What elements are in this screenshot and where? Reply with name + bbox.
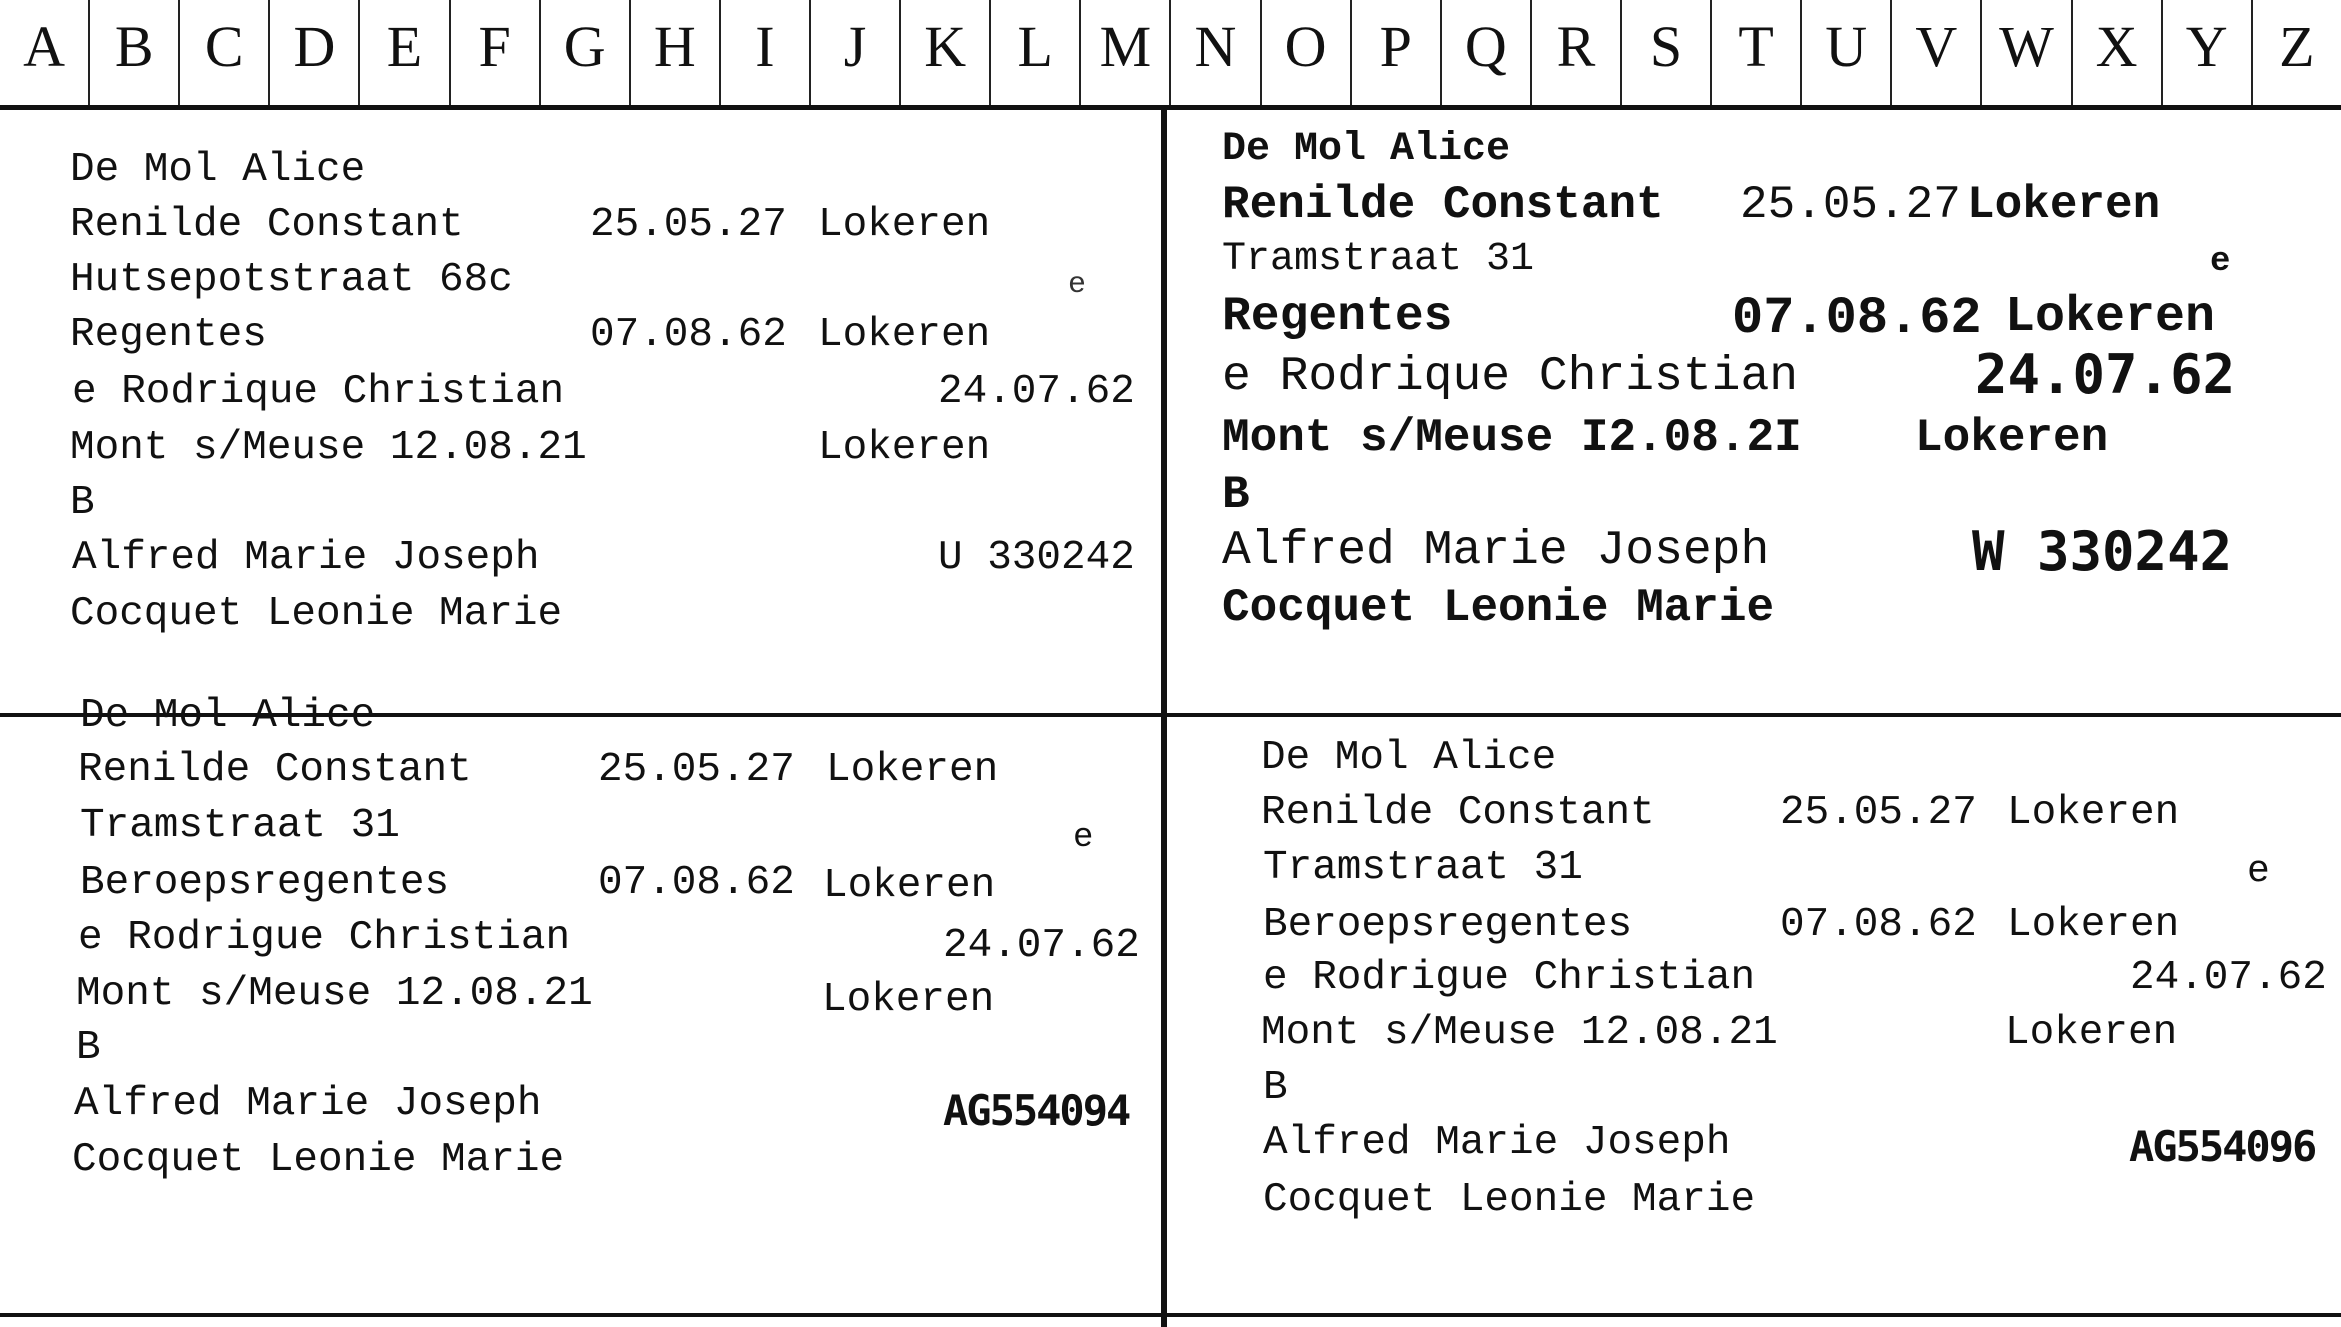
alphabet-tab-y: Y: [2163, 0, 2253, 105]
card-marital-mark: e: [2247, 850, 2270, 893]
alphabet-tab-g: G: [541, 0, 631, 105]
card-spouse-date: 24.07.62: [938, 369, 1135, 415]
card-nationality: B: [76, 1025, 101, 1071]
card-father: Alfred Marie Joseph: [1222, 524, 1770, 578]
card-father: Alfred Marie Joseph: [1263, 1120, 1731, 1166]
card-doc-number: AG554094: [943, 1086, 1130, 1135]
alphabet-tab-s: S: [1622, 0, 1712, 105]
card-profession: Regentes: [70, 312, 267, 358]
alphabet-tab-q: Q: [1442, 0, 1532, 105]
card-marital-mark: e: [2210, 243, 2231, 281]
card-nationality: B: [1263, 1065, 1288, 1111]
card-spouse: e Rodrique Christian: [72, 369, 565, 415]
card-spouse: e Rodrique Christian: [1222, 350, 1799, 404]
alphabet-tab-j: J: [811, 0, 901, 105]
card-spouse-place: Lokeren: [822, 977, 995, 1023]
card-birth-place: Lokeren: [826, 747, 999, 793]
alphabet-tab-z: Z: [2279, 14, 2315, 79]
card-given-names: Renilde Constant: [1222, 179, 1664, 231]
card-spouse-place: Lokeren: [1915, 412, 2109, 464]
card-profession: Beroepsregentes: [80, 860, 450, 906]
card-marital-mark: e: [1073, 819, 1094, 857]
alphabet-tab-x: X: [2073, 0, 2163, 105]
alphabet-tab-i: I: [721, 0, 811, 105]
card-spouse-date: 24.07.62: [2130, 955, 2327, 1001]
card-spouse: e Rodrigue Christian: [1263, 955, 1756, 1001]
card-surname: De Mol Alice: [70, 147, 366, 193]
card-profession-date: 07.08.62: [598, 860, 795, 906]
alphabet-tab-m: M: [1081, 0, 1171, 105]
card-mother: Cocquet Leonie Marie: [1263, 1177, 1756, 1223]
card-spouse-place: Lokeren: [818, 425, 991, 471]
alphabet-tab-b: B: [90, 0, 180, 105]
card-profession-date: 07.08.62: [1732, 289, 1982, 348]
card-given-names: Renilde Constant: [70, 202, 464, 248]
record-card-top-right: [1167, 110, 2341, 715]
card-address: Hutsepotstraat 68c: [70, 257, 513, 303]
card-profession: Regentes: [1222, 290, 1453, 344]
card-birth-date: 25.05.27: [598, 747, 795, 793]
alphabet-tab-w: W: [1982, 0, 2072, 105]
alphabet-tab-v: V: [1892, 0, 1982, 105]
card-doc-number: U 330242: [938, 535, 1135, 581]
card-nationality: B: [70, 480, 95, 526]
card-surname: De Mol Alice: [1222, 127, 1511, 172]
card-birth-place: Lokeren: [2007, 790, 2180, 836]
alphabet-tab-r: R: [1532, 0, 1622, 105]
alphabet-tab-u: U: [1802, 0, 1892, 105]
record-card-bottom-right: [1167, 718, 2341, 1318]
card-spouse-date: 24.07.62: [943, 923, 1140, 969]
card-birth-place: Lokeren: [818, 202, 991, 248]
alphabet-tab-p: P: [1352, 0, 1442, 105]
card-surname: De Mol Alice: [1261, 735, 1557, 781]
card-mother: Cocquet Leonie Marie: [1222, 582, 1775, 634]
card-birth-date: 25.05.27: [1740, 179, 1961, 231]
card-given-names: Renilde Constant: [1261, 790, 1655, 836]
alphabet-tab-t: T: [1712, 0, 1802, 105]
alphabet-tab-c: C: [180, 0, 270, 105]
card-surname: De Mol Alice: [80, 693, 376, 739]
card-mother: Cocquet Leonie Marie: [72, 1137, 565, 1183]
alphabet-tab-h: H: [631, 0, 721, 105]
alphabet-tab-l: L: [991, 0, 1081, 105]
card-birth-place: Lokeren: [1967, 179, 2161, 231]
alphabet-tab-f: F: [451, 0, 541, 105]
card-profession-place: Lokeren: [2007, 902, 2180, 948]
card-profession: Beroepsregentes: [1263, 902, 1633, 948]
record-card-bottom-left: [0, 693, 1163, 1318]
card-marital-mark: e: [1068, 268, 1087, 302]
card-nationality: B: [1222, 469, 1250, 521]
card-birth-date: 25.05.27: [1780, 790, 1977, 836]
card-mother: Cocquet Leonie Marie: [70, 591, 563, 637]
card-spouse-birth: Mont s/Meuse 12.08.21: [1261, 1010, 1778, 1056]
alphabet-tab-e: E: [360, 0, 450, 105]
card-spouse-place: Lokeren: [2005, 1010, 2178, 1056]
card-spouse-birth: Mont s/Meuse I2.08.2I: [1222, 412, 1802, 464]
alphabet-tab-k: K: [901, 0, 991, 105]
card-address: Tramstraat 31: [80, 803, 400, 849]
card-address: Tramstraat 31: [1263, 845, 1583, 891]
card-profession-place: Lokeren: [2005, 289, 2216, 346]
alphabet-tab-n: N: [1171, 0, 1261, 105]
card-address: Tramstraat 31: [1222, 237, 1535, 282]
card-profession-place: Lokeren: [818, 312, 991, 358]
alphabet-tab-a: A: [0, 0, 90, 105]
card-spouse-birth: Mont s/Meuse 12.08.21: [70, 425, 587, 471]
card-spouse-birth: Mont s/Meuse 12.08.21: [76, 971, 593, 1017]
card-spouse: e Rodrigue Christian: [78, 915, 571, 961]
card-birth-date: 25.05.27: [590, 202, 787, 248]
card-father: Alfred Marie Joseph: [72, 535, 540, 581]
alphabet-tab-d: D: [270, 0, 360, 105]
card-spouse-date: 24.07.62: [1975, 343, 2236, 406]
card-doc-number: W 330242: [1972, 520, 2233, 583]
record-card-top-left: [0, 110, 1163, 715]
card-doc-number: AG554096: [2129, 1122, 2316, 1171]
card-profession-place: Lokeren: [823, 863, 996, 909]
card-given-names: Renilde Constant: [78, 747, 472, 793]
card-profession-date: 07.08.62: [590, 312, 787, 358]
alphabet-index-bar: [0, 0, 2341, 110]
card-father: Alfred Marie Joseph: [74, 1081, 542, 1127]
alphabet-tab-o: O: [1262, 0, 1352, 105]
card-profession-date: 07.08.62: [1780, 902, 1977, 948]
